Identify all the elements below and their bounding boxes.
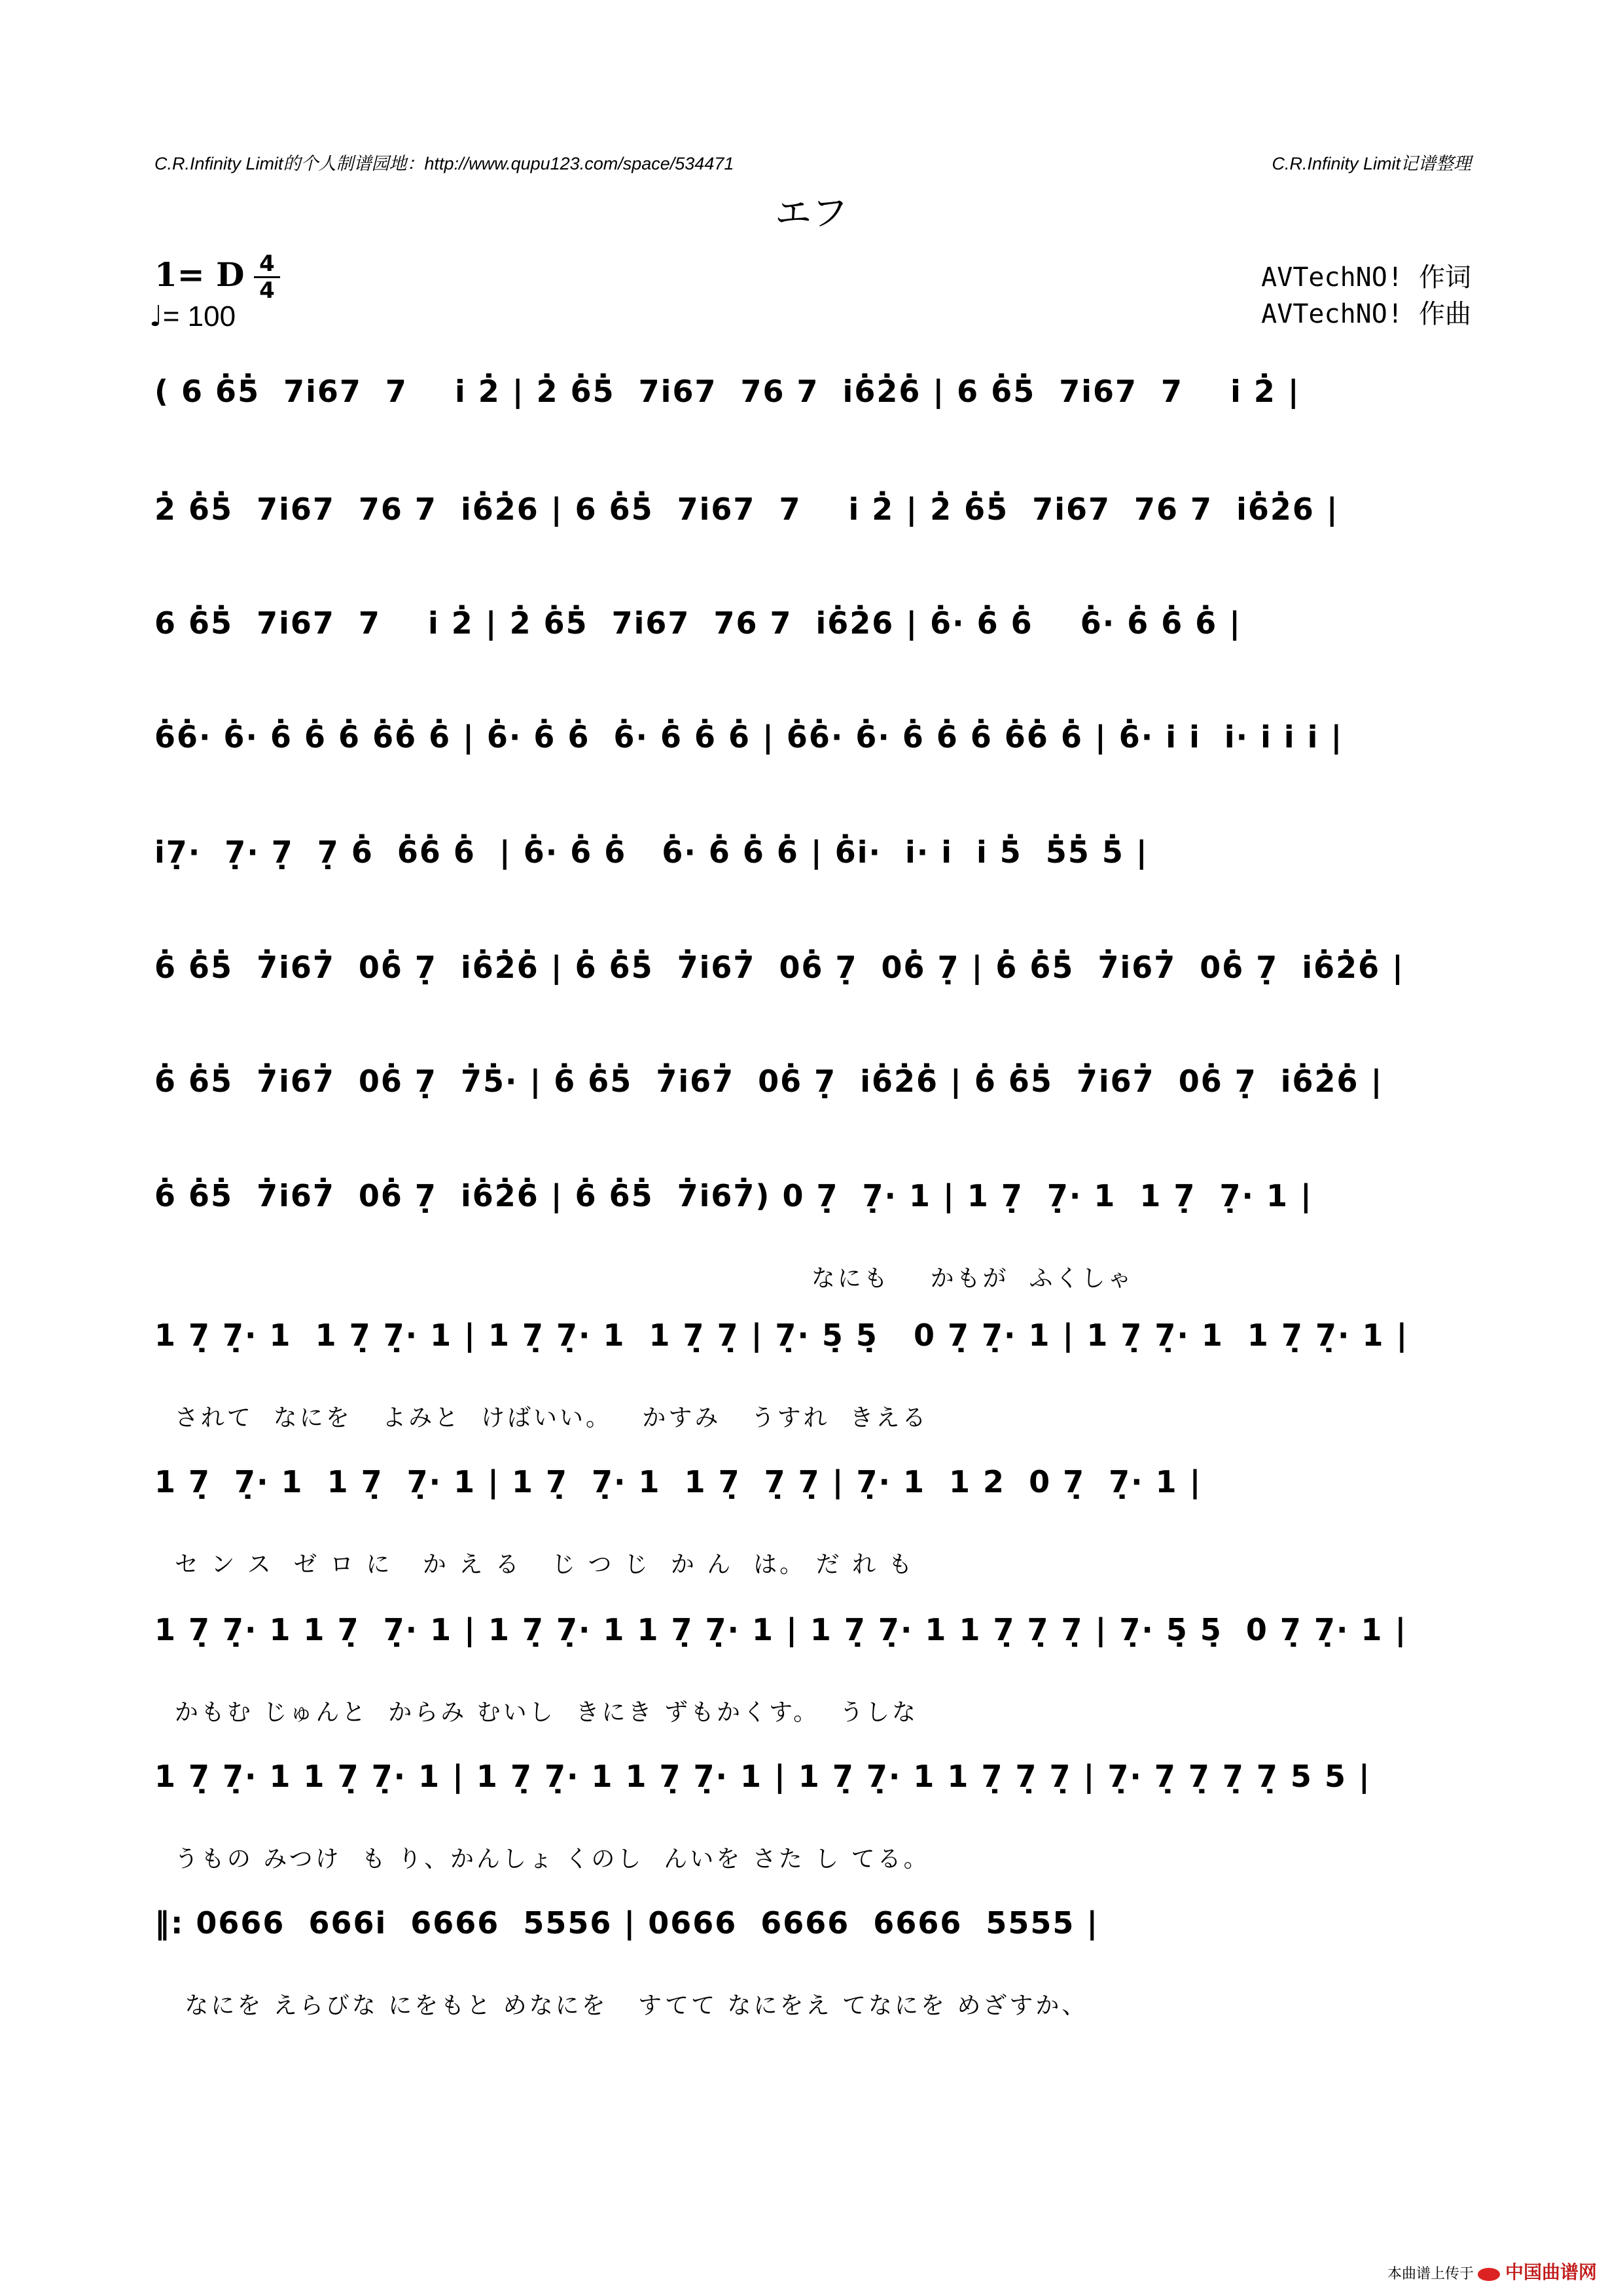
notation-line: i̇7̣· 7̣· 7̣ 7̣ 6̇ 6̇6̇ 6̇ | 6̇· 6̇ 6̇ 6̇· 6̇ 6̇ 6̇ | 6̇i̇· i̇· i̇ i̇ 5̇ 5̇5̇ 5̇ | [154,834,1149,870]
song-title: エフ [775,192,848,234]
tempo-value: = 100 [162,300,236,332]
notation-line: 6 6̇5̇ 7i̇67 7 i̇ 2̇ | 2̇ 6̇5̇ 7i̇67 76 7 i̇6̇2̇6 | 6̇· 6̇ 6̇ 6̇· 6̇ 6̇ 6̇ | [154,605,1242,641]
lyrics-line: されて なにを よみと けばいい。 かすみ うすれ きえる [154,1405,929,1431]
lyrics-line: なにを えらびな にをもと めなにを すてて なにをえ てなにを めざすか、 [154,1992,1088,2019]
notation-line: ( 6 6̇5̇ 7i̇67 7 i̇ 2̇ | 2̇ 6̇5̇ 7i̇67 76 7 i̇6̇2̇6̇ | 6 6̇5̇ 7i̇67 7 i̇ 2̇ | [154,374,1300,409]
notation-line: 6̇ 6̇5̇ 7̇i̇67̇ 06̇ 7̣ i̇6̇2̇6̇ | 6̇ 6̇5̇ 7̇i̇67̇ 06̇ 7̣ 06̇ 7̣ | 6̇ 6̇5̇ 7̇i̇67̇ 06̇ 7̣ i̇6̇2̇6̇ | [154,950,1404,985]
time-signature-top: 4 [259,251,275,277]
notation-line: 2̇ 6̇5̇ 7i̇67 76 7 i̇6̇2̇6 | 6 6̇5̇ 7i̇67 7 i̇ 2̇ | 2̇ 6̇5̇ 7i̇67 76 7 i̇6̇2̇6 | [154,492,1339,527]
notation-line: 1 7̣ 7̣· 1 1 7̣ 7̣· 1 | 1 7̣ 7̣· 1 1 7̣ 7̣· 1 | 1 7̣ 7̣· 1 1 7̣ 7̣ 7̣ | 7̣· 5̣ 5̣ 0 7̣ 7̣· 1 | [154,1612,1408,1647]
tempo-marking [149,300,236,333]
footer-watermark [1387,2258,1597,2284]
lyrics-line: セ ン ス ゼ ロ に か え る じ つ じ か ん は。 だ れ も [154,1551,915,1578]
site-logo-icon [1478,2268,1500,2281]
header-right-credit: C.R.Infinity Limit记谱整理 [1272,154,1471,173]
lyrics-line: なにも かもが ふくしゃ [154,1265,1134,1292]
lyricist-credit: AVTechNO! 作词 [1261,262,1471,293]
key-signature: 1= D [154,255,245,294]
composer-credit: AVTechNO! 作曲 [1261,299,1471,329]
notation-line: 1 7̣ 7̣· 1 1 7̣ 7̣· 1 | 1 7̣ 7̣· 1 1 7̣ 7̣ | 7̣· 5̣ 5̣ 0 7̣ 7̣· 1 | 1 7̣ 7̣· 1 1 7̣ 7̣· 1 | [154,1318,1409,1353]
time-signature-bottom: 4 [259,278,275,304]
time-signature [254,253,280,302]
footer-site: 中国曲谱网 [1505,2262,1597,2282]
notation-line: ‖: 0666 666i̇ 6666 5556 | 0666 6666 6666 5555 | [154,1905,1099,1941]
lyrics-line: かもむ じゅんと からみ むいし きにき ずもかくす。 うしな [154,1699,918,1726]
quarter-note-icon: ♩ [149,300,163,333]
header-left-credit: C.R.Infinity Limit的个人制谱园地：http://www.qupu123.com/space/534471 [154,154,734,173]
notation-line: 6̇ 6̇5̇ 7̇i̇67̇ 06̇ 7̣ 7̇5̇· | 6̇ 6̇5̇ 7̇i̇67̇ 06̇ 7̣ i̇6̇2̇6̇ | 6̇ 6̇5̇ 7̇i̇67̇ 06̇ 7̣ i̇6̇2̇6̇ | [154,1064,1383,1099]
lyrics-line: うもの みつけ も り、かんしょ くのし んいを さた し てる。 [154,1846,930,1873]
notation-line: 6̇6̇· 6̇· 6̇ 6̇ 6̇ 6̇6̇ 6̇ | 6̇· 6̇ 6̇ 6̇· 6̇ 6̇ 6̇ | 6̇6̇· 6̇· 6̇ 6̇ 6̇ 6̇6̇ 6̇ | 6̇· i̇ i̇ i̇· i̇ i̇ i̇ | [154,719,1344,755]
notation-line: 1 7̣ 7̣· 1 1 7̣ 7̣· 1 | 1 7̣ 7̣· 1 1 7̣ 7̣· 1 | 1 7̣ 7̣· 1 1 7̣ 7̣ 7̣ | 7̣· 7̣ 7̣ 7̣ 7̣ 5 5 | [154,1759,1371,1794]
notation-line: 6̇ 6̇5̇ 7̇i̇67̇ 06̇ 7̣ i̇6̇2̇6̇ | 6̇ 6̇5̇ 7̇i̇67̇) 0 7̣ 7̣· 1 | 1 7̣ 7̣· 1 1 7̣ 7̣· 1 | [154,1178,1313,1213]
notation-line: 1 7̣ 7̣· 1 1 7̣ 7̣· 1 | 1 7̣ 7̣· 1 1 7̣ 7̣ 7̣ | 7̣· 1 1 2 0 7̣ 7̣· 1 | [154,1464,1202,1499]
footer-uploaded: 本曲谱上传于 [1387,2265,1474,2282]
